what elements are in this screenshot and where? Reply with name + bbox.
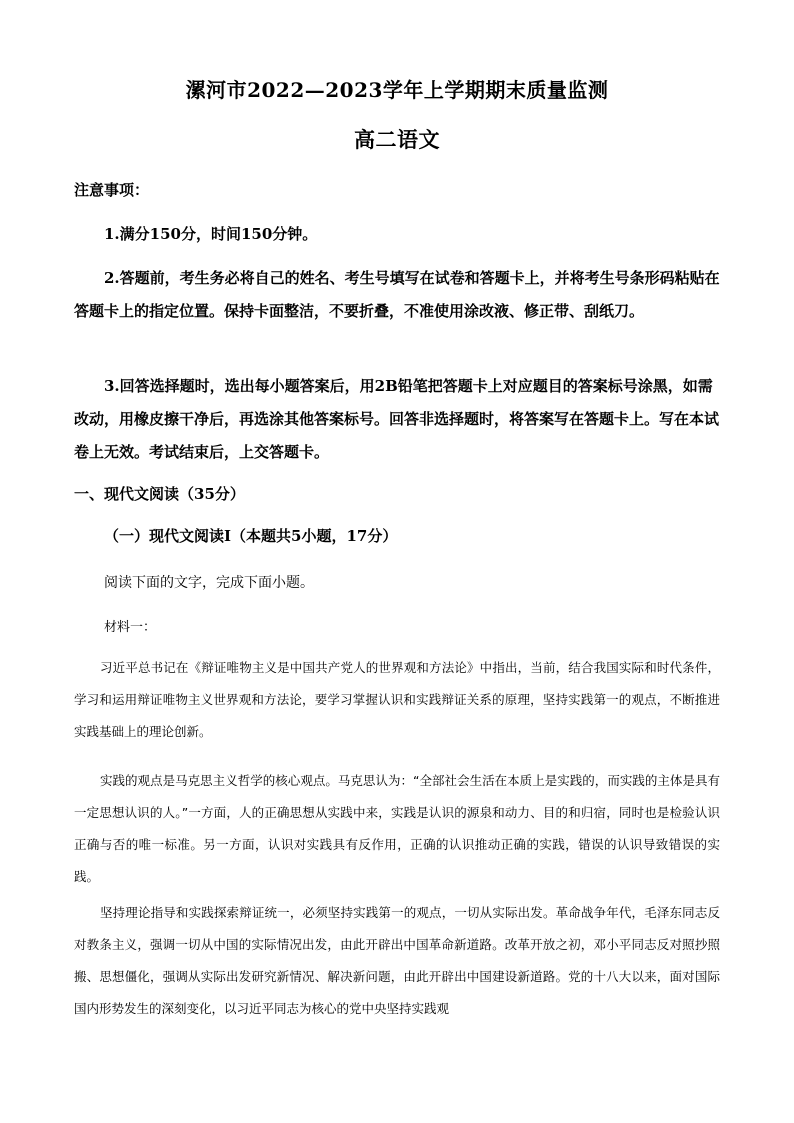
material-paragraph-2: 实践的观点是马克思主义哲学的核心观点。马克思认为：“全部社会生活在本质上是实践的，而实践的主体是具有一定思想认识的人。”一方面，人的正确思想从实践中来，实践是认识的源泉和动力、目的和归宿，同时也是检验认识正确与否的唯一标准。另一方面，认识对实践具有反作用，正确的认识推动正确的实践，错误的认识导致错误的实践。 xyxy=(74,773,720,884)
material-paragraph-3: 坚持理论指导和实践探索辩证统一，必须坚持实践第一的观点，一切从实际出发。革命战争年代，毛泽东同志反对教条主义，强调一切从中国的实际情况出发，由此开辟出中国革命新道路。改革开放之初，邓小平同志反对照抄照搬、思想僵化，强调从实际出发研究新情况、解决新问题，由此开辟出中国建设新道路。党的十八大以来，面对国际国内形势发生的深刻变化，以习近平同志为核心的党中央坚持实践观 xyxy=(74,905,720,1016)
notice-heading: 注意事项： xyxy=(74,181,150,199)
reading-instruction: 阅读下面的文字，完成下面小题。 xyxy=(104,575,314,591)
subsection-heading: （一）现代文阅读Ⅰ（本题共5小题，17分） xyxy=(104,527,398,545)
exam-subtitle: 高二语文 xyxy=(354,127,440,152)
notice-item-1: 1.满分150分，时间150分钟。 xyxy=(104,225,318,243)
exam-title: 漯河市2022—2023学年上学期期末质量监测 xyxy=(185,78,609,102)
material-paragraph-1: 习近平总书记在《辩证唯物主义是中国共产党人的世界观和方法论》中指出，当前，结合我国实际和时代条件，学习和运用辩证唯物主义世界观和方法论，要学习掌握认识和实践辩证关系的原理，坚持实践第一的观点，不断推进实践基础上的理论创新。 xyxy=(74,660,720,739)
notice-item-2: 2.答题前，考生务必将自己的姓名、考生号填写在试卷和答题卡上，并将考生号条形码粘贴在答题卡上的指定位置。保持卡面整洁，不要折叠，不准使用涂改液、修正带、刮纸刀。 xyxy=(74,269,720,320)
material-label: 材料一： xyxy=(104,620,157,635)
section-heading: 一、现代文阅读（35分） xyxy=(74,485,245,503)
notice-item-3: 3.回答选择题时，选出每小题答案后，用2B铅笔把答题卡上对应题目的答案标号涂黑，如需改动，用橡皮擦干净后，再选涂其他答案标号。回答非选择题时，将答案写在答题卡上。写在本试卷上无效。考试结束后，上交答题卡。 xyxy=(74,377,720,461)
